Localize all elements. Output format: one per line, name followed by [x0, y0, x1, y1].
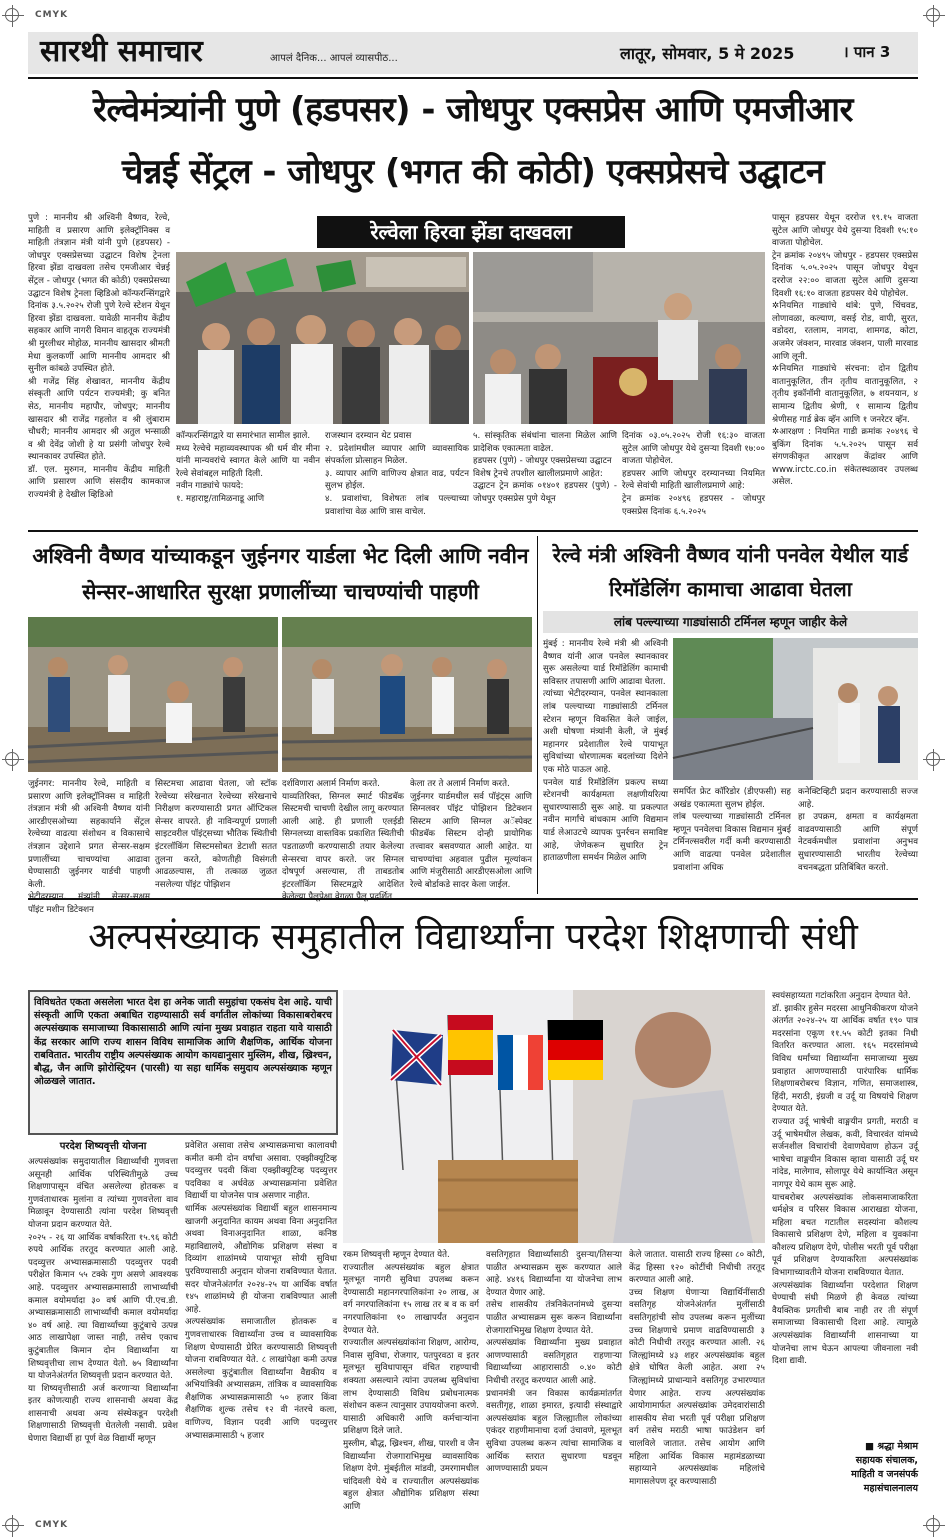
story1-column-3: राजस्थान दरम्यान थेट प्रवास २. प्रदेशांमधील व्यापार आणि व्यावसायिक संपर्काला प्रोत्साहन मिळेल. ३. व्यापार आणि वाणिज्य क्षेत्रात वाढ, पर्यटन सुलभ होईल. ४. प्रवाशांचा, विशेषतः लांब पल्ल्याच्या प्रवाशांचा वेळ आणि त्रास वाचेल. [325, 431, 469, 517]
story2-column-1: जुईनगर: माननीय रेल्वे, माहिती व प्रसारण आणि इलेक्ट्रॉनिक्स व माहिती तंत्रज्ञान मंत्री श्री अश्विनी वैष्णव यांनी आरडीएसओच्या सहकार्याने सेंट्रल रेल्वेच्या वाढत्या संशोधन व विकासाचे तंत्रज्ञान उद्देशाने प्रगत सेन्सर-सक्षम प्रणालींच्या चाचण्यांचा आढावा घेण्यासाठी जुईनगर यार्डची पाहणी केली. पॉइंट मशीन डिटेक्शन [28, 779, 150, 915]
section-rule [28, 898, 918, 900]
story4-subheading: परदेश शिष्यवृत्ती योजना [59, 1141, 147, 1152]
flag-off-photo [176, 252, 469, 424]
story2-headline: अश्विनी वैष्णव यांच्याकडून जुईनगर यार्डला भेट दिली आणि नवीन सेन्सर-आधारित सुरक्षा प्रणालींच्या चाचण्यांची पाहणी [32, 544, 529, 604]
story4-column-1: अल्पसंख्यांक समुदायातील विद्यार्थ्यांची गुणवत्ता असूनही आर्थिक परिस्थितीमुळे उच्च शिक्षणापासून वंचित असलेल्या होतकरू व गुणवंताधारक मुलांना व त्यांच्या गुणवत्तेला वाव मिळावून देण्यासाठी त्यांना परदेश शिष्यवृत्ती योजना प्रदान करण्यात येते. २०२५ - २६ या आर्थिक वर्षाकरिता १५.९६ कोटी रुपये आर्थिक तरतूद करण्यात आली आहे. पदव्युत्तर अभ्यासक्रमासाठी पदव्युत्तर पदवी परीक्षेत किमान ५५ टक्के गुण असणे आवश्यक आहे. पदव्युत्तर अभ्यासक्रमासाठी लाभार्थ्यांची कमाल वयोमर्यादा ३० वर्ष आणि पी.एच.डी. अभ्यासक्रमासाठी लाभार्थ्यांची कमाल वयोमर्यादा ४० वर्ष आहे. त्या विद्यार्थ्यांच्या कुटुंबाचे उत्पन्न आठ लाखापेक्षा जास्त नाही, तसेच एकाच कुटुंबातील किमान दोन विद्यार्थ्यांना या शिष्यवृत्तीचा लाभ देण्यात येतो. ७५ विद्यार्थ्यांना या योजनेअंतर्गत शिष्यवृत्ती प्रदान करण्यात येते. या शिष्यवृत्तीसाठी अर्ज करणाऱ्या विद्यार्थ्यांना इतर कोणत्याही राज्य शासनाची अथवा केंद्र शासनाची अथवा अन्य संस्थेकडून परदेशी शिक्षणासाठी शिष्यवृत्ती घेतलेली नसावी. प्रवेश घेणारा विद्यार्थी हा पूर्ण वेळ विद्यार्थी म्हणून [28, 1157, 178, 1445]
registration-mark [926, 8, 940, 22]
track-inspection-photo-2 [282, 617, 532, 772]
masthead-title: सारथी समाचार [40, 34, 203, 69]
byline-title-1: सहायक संचालक, [855, 1455, 918, 1466]
registration-mark [926, 752, 940, 766]
story3-headline: रेल्वे मंत्री अश्विनी वैष्णव यांनी पनवेल येथील यार्ड रिमॉडेलिंग कामाचा आढावा घेतला [552, 543, 909, 601]
story1-column-6: पासून हडपसर येथून दररोज १९.१५ वाजता सुटेल आणि जोधपुर येथे दुसऱ्या दिवशी १५:१० वाजता पोहोचेल. ट्रेन क्रमांक २०४९५ जोधपुर - हडपसर एक्सप्रेस दिनांक ५.०५.२०२५ पासून जोधपुर येथून दररोज २२:०० वाजता सुटेल आणि दुसऱ्या दिवशी १६:१० वाजता हडपसर येथे पोहोचेल. ✲नियमित गाड्यांचे थांबे: पुणे, चिंचवड, लोणावळा, कल्याण, वसई रोड, वापी, सुरत, वडोदरा, रतलाम, नागदा, शामगढ, कोटा, अजमेर जंक्शन, मारवाड जंक्शन, पाली मारवाड आणि लूनी. ✲नियमित गाड्यांचे संरचना: दोन द्वितीय वातानुकूलित, तीन तृतीय वातानुकूलित, २ तृतीय इकॉनॉमी वातानुकूलित, ७ शयनयान, ४ सामान्य द्वितीय श्रेणी, १ सामान्य द्वितीय श्रेणीसह गार्ड ब्रेक व्हॅन आणि १ जनरेटर व्हॅन. ✲आरक्षण : नियमित गाडी क्रमांक २०४९६ चे बुकिंग दिनांक ५.५.२०२५ पासून सर्व संगणकीकृत आरक्षण केंद्रांवर आणि www.irctc.co.in संकेतस्थळावर उपलब्ध असेल. [772, 213, 918, 488]
story2-column-4: केला तर ते अलार्म निर्माण करते. जुईनगर यार्डमधील सर्व पॉइंट्स आणि सिग्नलवर पॉइंट पोझिशन डिटेक्शन सिस्टम आणि सिग्नल अॅस्पेक्ट फीडबॅक सिस्टम दोन्ही प्रायोगिक तत्त्वावर बसवण्यात आली आहेत. या चाचण्यांचा अहवाल पुढील मूल्यांकन आणि मंजुरीसाठी आरडीएसओला आणि रेल्वे बोर्डाकडे सादर केला जाईल. [410, 779, 532, 890]
masthead-dateline: लातूर, सोमवार, 5 मे 2025 [620, 44, 795, 63]
track-inspection-photo-1 [28, 617, 278, 772]
story4-column-3: रकम शिष्यवृत्ती म्हणून देण्यात येते. राज्यातील अल्पसंख्यांक बहुल क्षेत्रात मूलभूत नागरी सुविधा उपलब्ध करून देण्यासाठी महानगरपालिकांना २० लाख, अ वर्ग नगरपालिकांना १५ लाख तर ब व क वर्ग नगरपालिकांना १० लाखापर्यंत अनुदान देण्यात येते. राज्यातील अल्पसंख्यांकांना शिक्षण, आरोग्य, निवास सुविधा, रोजगार, पतपुरवठा व इतर मूलभूत सुविधापासून वंचित राहण्याची शक्यता असल्याने त्यांना उपलब्ध सुविधांचा लाभ देण्यासाठी विविध प्रबोधनात्मक संशोधन करून त्यानुसार उपाययोजना करणे. यासाठी अधिकारी आणि कर्मचाऱ्यांना प्रशिक्षण दिले जाते. मुस्लीम, बौद्ध, ख्रिश्चन, शीख, पारशी व जैन विद्यार्थ्यांना रोजगाराभिमुख व्यावसायिक शिक्षण देणे. मुंबईतील मांडवी, उमरगामधील चांदिवली येथे व राज्यातील अल्पसंख्यांक बहुल क्षेत्रात औद्योगिक प्रशिक्षण संस्था आणि [343, 1250, 479, 1512]
photo-banner-text: रेल्वेला हिरवा झेंडा दाखवला [370, 220, 572, 244]
cmyk-label-top: CMYK [35, 10, 69, 20]
story4-column-2: प्रवेशित असावा तसेच अभ्यासक्रमाचा कालावधी कमीत कमी दोन वर्षांचा असावा. एक्झीक्यूटिव्ह पदव्युत्तर पदवी किंवा एक्झीक्यूटिव्ह पदव्युत्तर पदविका व अर्धवेळ अभ्यासक्रमांना प्रवेशित विद्यार्थी या योजनेस पात्र असणार नाहीत. धार्मिक अल्पसंख्यांक विद्यार्थी बहुल शासनमान्य खाजगी अनुदानित कायम अथवा विना अनुदानित अथवा विनाअनुदानित शाळा, कनिष्ठ महाविद्यालये, औद्योगिक प्रशिक्षण संस्था व दिव्यांग शाळांमध्ये पायाभूत सोयी सुविधा पुरविण्यासाठी अनुदान योजना राबविण्यात येतात. सदर योजनेअंतर्गत २०२४-२५ या आर्थिक वर्षात १४५ शाळांमध्ये ही योजना राबविण्यात आली आहे. अल्पसंख्यांक समाजातील होतकरू व गुणवत्ताधारक विद्यार्थ्यांना उच्च व व्यावसायिक शिक्षण घेण्यासाठी प्रेरित करण्यासाठी शिष्यवृत्ती योजना राबविण्यात येते. ८ लाखांपेक्षा कमी उत्पन्न असलेल्या कुटुंबातील विद्यार्थ्यांना वैद्यकीय व अभियांत्रिकी अभ्यासक्रम, तांत्रिक व व्यावसायिक शैक्षणिक अभ्यासक्रमासाठी ५० हजार किंवा शैक्षणिक शुल्क तसेच १२ वी नंतरचे कला, वाणिज्य, विज्ञान पदवी आणि पदव्युत्तर अभ्यासक्रमासाठी ५ हजार [185, 1141, 337, 1441]
column-divider [537, 536, 538, 894]
section-rule [28, 530, 918, 532]
masthead-tagline: आपलं दैनिक... आपलं व्यासपीठ... [270, 53, 398, 64]
byline-title-3: महासंचालनालय [863, 1483, 918, 1494]
cmyk-label-bottom: CMYK [35, 1520, 69, 1530]
stage-speech-photo [473, 252, 765, 424]
story4-column-5: केले जातात. यासाठी राज्य हिस्सा ८० कोटी, केंद्र हिस्सा १२० कोटींची निधीची तरतूद करण्यात आली आहे. उच्च शिक्षण घेणाऱ्या विद्यार्थिनींसाठी वसतिगृह योजनेअंतर्गत मुलींसाठी वसतिगृहांची सोय उपलब्ध करून मुलींच्या उच्च शिक्षणाचे प्रमाण वाढविण्यासाठी ३ कोटी निधीची तरतूद करण्यात आली. २६ जिल्ह्यांमध्ये ४३ शहर अल्पसंख्यांक बहुल क्षेत्रे घोषित केली आहेत. अशा २५ जिल्ह्यांमध्ये प्राधान्याने वसतिगृह उभारण्यात येणार आहेत. राज्य अल्पसंख्यांक आयोगामार्फत अल्पसंख्यांक उमेदवारांसाठी शासकीय सेवा भरती पूर्व परीक्षा प्रशिक्षण वर्ग तसेच मराठी भाषा फाउंडेशन वर्ग चालविले जातात. तसेच आयोग आणि महिला आर्थिक विकास महामंडळाच्या सहाय्याने अल्पसंख्यांक महिलांचे मागासलेपण दूर करण्यासाठी [629, 1250, 765, 1487]
page-number: । पान 3 [843, 43, 891, 61]
story1-column-5: दिनांक ०३.०५.२०२५ रोजी १६:३० वाजता सुटेल आणि जोधपुर येथे दुसऱ्या दिवशी १७:०० वाजता पोहोचेल. हडपसर आणि जोधपुर दरम्यानच्या नियमित रेल्वे सेवांची माहिती खालीलप्रमाणे आहे: ट्रेन क्रमांक २०४९६ हडपसर - जोधपुर एक्सप्रेस दिनांक ६.५.२०२५ [622, 431, 765, 517]
story1-headline-line2: चेन्नई सेंट्रल - जोधपुर (भगत की कोठी) एक्सप्रेसचे उद्घाटन [121, 152, 825, 192]
story4-headline: अल्पसंख्याक समुहातील विद्यार्थ्यांना परदेश शिक्षणाची संधी [88, 915, 858, 958]
registration-mark [926, 1518, 940, 1532]
byline-name: ■ श्रद्धा मेश्राम [865, 1441, 918, 1452]
story1-column-1: पुणे : माननीय श्री अश्विनी वैष्णव, रेल्वे, माहिती व प्रसारण आणि इलेक्ट्रॉनिक्स व माहिती तंत्रज्ञान मंत्री यांनी पुणे (हडपसर) - जोधपुर एक्सप्रेसच्या उद्घाटन विशेष ट्रेनला हिरवा झेंडा दाखवला तसेच एमजीआर चेन्नई सेंट्रल - जोधपुर (भगत की कोठी) एक्सप्रेसच्या उद्घाटन विशेष ट्रेनला व्हिडिओ कॉन्फरन्सिंगद्वारे दिनांक ३.५.२०२५ रोजी पुणे रेल्वे स्टेशन येथून हिरवा झेंडा दाखवला. यावेळी माननीय केंद्रीय सहकार आणि नागरी विमान वाहतूक राज्यमंत्री श्री मुरलीधर मोहोळ, माननीय खासदार श्रीमती मेधा कुलकर्णी आणि माननीय आमदार श्री सुनील कांबळे उपस्थित होते. श्री गजेंद्र सिंह शेखावत, माननीय केंद्रीय संस्कृती आणि पर्यटन राज्यमंत्री; कु बनित सेठ, माननीय महापौर, जोधपुर; माननीय खासदार श्री राजेंद्र गहलोत व श्री लुंबाराम चौधरी; माननीय आमदार श्री अतुल भन्साळी व श्री देवेंद्र जोशी हे या प्रसंगी जोधपुर रेल्वे स्थानकावर उपस्थित होते. डॉ. एल. मुरुगन, माननीय केंद्रीय माहिती आणि प्रसारण आणि संसदीय कामकाज राज्यमंत्री हे देखील व्हिडिओ [28, 213, 170, 501]
registration-mark [5, 752, 19, 766]
story1-column-2: कॉन्फरन्सिंगद्वारे या समारंभात सामील झाले. मध्य रेल्वेचे महाव्यवस्थापक श्री धर्म वीर मीना यांनी मान्यवरांचे स्वागत केले आणि या नवीन रेल्वे सेवांबद्दल माहिती दिली. नवीन गाड्यांचे फायदे: १. महाराष्ट्र/तामिळनाडू आणि [176, 431, 320, 504]
registration-mark [5, 8, 19, 22]
story1-column-4: ५. सांस्कृतिक संबंधांना चालना मिळेल आणि प्रादेशिक एकात्मता वाढेल. हडपसर (पुणे) - जोधपुर एक्सप्रेसच्या उद्घाटन विशेष ट्रेनचे तपशील खालीलप्रमाणे आहेत: उद्घाटन ट्रेन क्रमांक ०१४०१ हडपसर (पुणे) - जोधपुर एक्सप्रेस पुणे येथून [473, 431, 617, 504]
story3-column-1: मुंबई : माननीय रेल्वे मंत्री श्री अश्विनी वैष्णव यांनी आज पनवेल स्थानकावर सुरू असलेल्या यार्ड रिमॉडेलिंग कामाची सविस्तर तपासणी आणि आढावा घेतला. त्यांच्या भेटीदरम्यान, पनवेल स्थानकाला लांब पल्ल्याच्या गाड्यांसाठी टर्मिनल स्टेशन म्हणून विकसित केले जाईल, अशी घोषणा मंत्र्यांनी केली, जे मुंबई महानगर प्रदेशातील रेल्वे पायाभूत सुविधांच्या धोरणात्मक बदलांच्या दिशेने एक मोठे पाऊल आहे. पनवेल यार्ड रिमॉडेलिंग प्रकल्प सध्या स्टेशनची कार्यक्षमता लक्षणीयरित्या सुधारण्यासाठी सुरू आहे. या प्रकल्पात नवीन मार्गांचे बांधकाम आणि विद्यमान यार्ड लेआउटचे व्यापक पुनर्रचन समाविष्ट आहे, जेणेकरून सुधारित ट्रेन हाताळणीला समर्थन मिळेल आणि [543, 639, 668, 864]
masthead-rule [28, 77, 918, 79]
story3-column-2: समर्पित फ्रेट कॉरिडोर (डीएफसी) सह अखंड एकात्मता सुलभ होईल. लांब पल्ल्याच्या गाड्यांसाठी टर्मिनल म्हणून पनवेलचा विकास विद्यमान मुंबई टर्मिनल्सवरील गर्दी कमी करण्यासाठी आणि वाढत्या पनवेल प्रदेशातील प्रवाशांना अधिक [673, 787, 791, 873]
story1-headline-line1: रेल्वेमंत्र्यांनी पुणे (हडपसर) - जोधपुर एक्सप्रेस आणि एमजीआर [93, 90, 853, 130]
byline-title-2: माहिती व जनसंपर्क [851, 1469, 918, 1480]
story2-column-3: दर्शविणारा अलार्म निर्माण करते. याव्यतिरिक्त, सिग्नल स्मार्ट फीडबॅक सिस्टमची चाचणी देखील लागू करण्यात आली आहे. ही प्रणाली एलईडी सिग्नलच्या वास्तविक प्रकाशित स्थितीची पडताळणी करण्यासाठी तयार केलेल्या सेन्सरचा वापर करते. जर सिग्नल दोषपूर्ण असल्यास, ती ताबडतोब इंटरलॉकिंग सिस्टमद्वारे आदेशित [282, 779, 404, 890]
registration-mark [5, 1518, 19, 1532]
story4-intro: विविधतेत एकता असलेला भारत देश हा अनेक जाती समुहांचा एकसंघ देश आहे. याची संस्कृती आणि एकता अबाधित राहण्यासाठी सर्व वर्गातील लोकांच्या विकासाबरोबरच अल्पसंख्याक समाजाच्या विकासासाठी आणि त्यांना मुख्य प्रवाहात राहता यावे यासाठी केंद्र सरकार आणि राज्य शासन विविध सामाजिक आणि शैक्षणिक, आर्थिक योजना राबवितात. भारतीय राष्ट्रीय अल्पसंख्याक आयोग कायद्यानुसार मुस्लिम, शीख, ख्रिश्चन, बौद्ध, जैन आणि झोरोस्ट्रियन (पारसी) या सहा धार्मिक समुदाय अल्पसंख्याक म्हणून ओळखले जातात. [34, 997, 332, 1088]
flags-pencil-cup-photo [343, 990, 765, 1243]
story4-column-6: स्वयंसहाय्यता गटांकरिता अनुदान देण्यात येते. डॉ. झाकीर हुसेन मदरसा आधुनिकीकरण योजने अंतर्गत २०२४-२५ या आर्थिक वर्षात १९० पात्र मदरसांना एकूण ११.५५ कोटी इतका निधी वितरित करण्यात आला. १६५ मदरसांमध्ये विविध धर्मांच्या विद्यार्थ्यांना समाजाच्या मुख्य प्रवाहात आणण्यासाठी पारंपारिक धार्मिक शिक्षणाबरोबरच विज्ञान, गणित, समाजशास्त्र, हिंदी, मराठी, इंग्रजी व उर्दू या विषयांचे शिक्षण देण्यात येते. राज्यात उर्दू भाषेची वाङ्मयीन प्रगती, मराठी व उर्दू भाषेमधील लेखक, कवी, विचारवंत यांमध्ये सर्जनशील विचारांची देवाणघेवाण होऊन उर्दू भाषेचा वाङ्मयीन विकास व्हावा यासाठी उर्दू घर नांदेड, मालेगाव, सोलापूर येथे कार्यान्वित असून नागपूर येथे काम सुरू आहे. याचबरोबर अल्पसंख्यांक लोकसमाजाकरिता धर्मक्षेत्र व परिसर विकास आराखडा योजना, महिला बचत गटातील सदस्यांना कौशल्य विकासाचे प्रशिक्षण देणे, महिला व युवकांना कौशल्य प्रशिक्षण देणे, पोलीस भरती पूर्व परीक्षा पूर्व प्रशिक्षण देण्याकरिता अल्पसंख्यांक विभागाच्यावतीने योजना राबविण्यात येतात. अल्पसंख्यांक विद्यार्थ्यांना परदेशात शिक्षण घेण्याची संधी मिळणे ही केवळ त्यांच्या वैयक्तिक प्रगतीची बाब नाही तर ती संपूर्ण समाजाच्या विकासाची दिशा आहे. त्यामुळे अल्पसंख्यांक विद्यार्थ्यांनी शासनाच्या या योजनेचा लाभ घेऊन आपल्या जीवनाला नवी दिशा द्यावी. [772, 991, 918, 1367]
story3-subhead: लांब पल्ल्याच्या गाड्यांसाठी टर्मिनल म्हणून जाहीर केले [613, 615, 848, 629]
panvel-yard-photo [673, 638, 918, 780]
story4-column-4: वसतिगृहात विद्यार्थ्यांसाठी दुसऱ्या/तिसऱ्या पाळीत अभ्यासक्रम सुरू करण्यात आले आहे. ४४१६ विद्यार्थ्यांना या योजनेचा लाभ देण्यात येणार आहे. तसेच शासकीय तंत्रनिकेतनांमध्ये दुसऱ्या पाळीत अभ्यासक्रम सुरू करून विद्यार्थ्यांना रोजगाराभिमुख शिक्षण देण्यात येते. अल्पसंख्यांक विद्यार्थ्यांना मुख्य प्रवाहात आणण्यासाठी वसतिगृहात राहणाऱ्या विद्यार्थ्यांच्या आहारासाठी ०.४० कोटी निधीची तरतूद करण्यात आली आहे. प्रधानमंत्री जन विकास कार्यक्रमांतर्गत वसतीगृह, शाळा इमारत, इत्यादी संस्थाद्वारे अल्पसंख्यांक बहुल जिल्ह्यातील लोकांच्या एकंदर राहणीमानाचा दर्जा उंचावणे, मूलभूत सुविधा उपलब्ध करून त्यांचा सामाजिक व आर्थिक स्तरात सुधारणा घडवून आणण्यासाठी प्रयत्न [486, 1250, 622, 1475]
story3-column-3: कनेक्टिव्हिटी प्रदान करण्यासाठी सज्ज आहे. हा उपक्रम, क्षमता व कार्यक्षमता वाढवण्यासाठी आणि संपूर्ण नेटवर्कमधील प्रवाशांना अनुभव सुधारण्यासाठी भारतीय रेल्वेच्या वचनबद्धता प्रतिबिंबित करतो. [798, 787, 918, 873]
story2-column-2: सिस्टमचा आढावा घेतला, जो स्टॉक रेल्वेच्या संरेखनात रेल्वेच्या संरेखनाचे निरीक्षण करण्यासाठी प्रगत ऑप्टिकल सेन्सर वापरते. ही नाविन्यपूर्ण प्रणाली साइटवरील पॉइंट्सच्या भौतिक स्थितीची इंटरलॉकिंग सिस्टमसोबत डेटाशी सतत तुलना करते, कोणतीही विसंगती आढळल्यास, ती तत्काळ जुळत नसलेल्या पॉइंट पोझिशन [155, 779, 277, 890]
